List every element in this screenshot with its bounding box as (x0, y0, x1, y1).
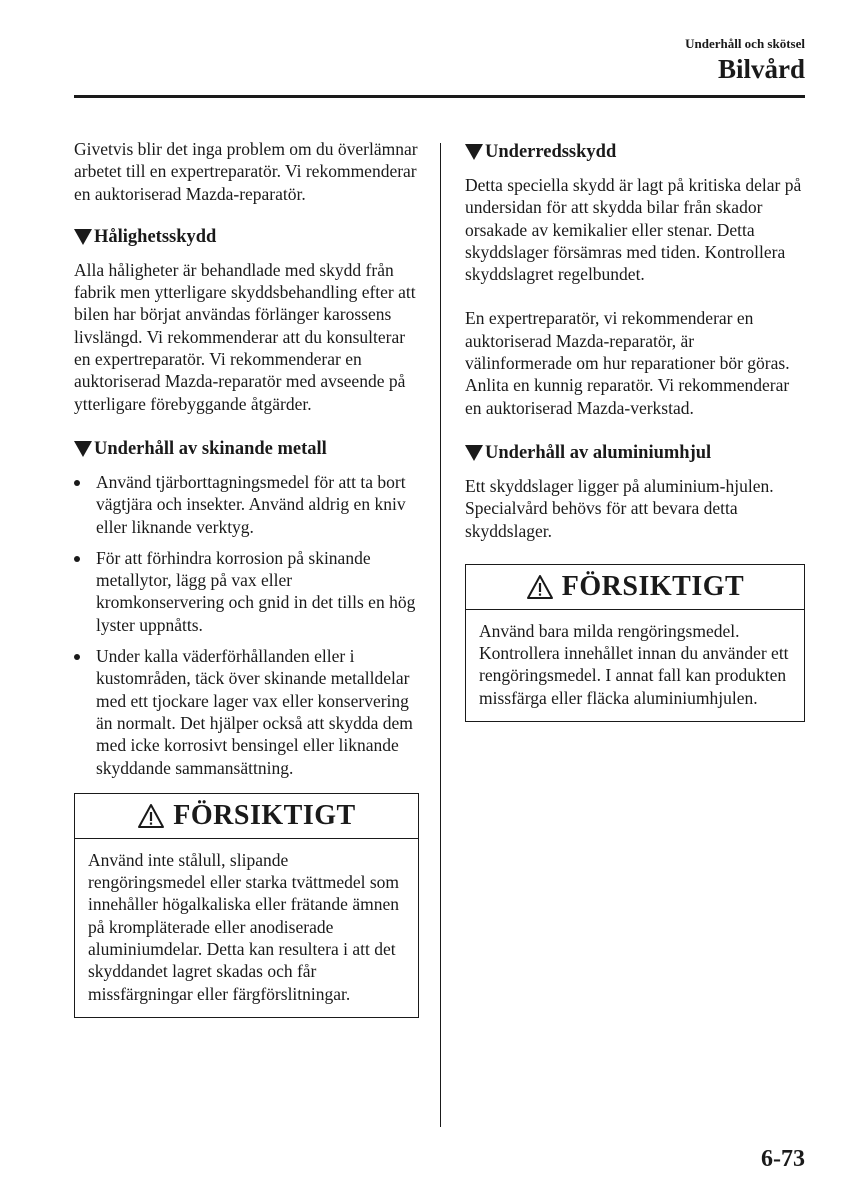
bullet-icon (74, 480, 80, 486)
wheels-heading (465, 441, 805, 465)
down-triangle-icon (465, 144, 483, 160)
list-item (74, 645, 419, 779)
list-item (74, 471, 419, 538)
caution-text: Använd bara milda rengöringsmedel. Kontrollera innehållet innan du använder ett rengöringsmedel. I annat fall kan produkten missfärga eller fläcka aluminiumhjulen. (479, 620, 789, 708)
bullet-icon (74, 654, 80, 660)
cavity-heading-text: Hålighetsskydd (94, 226, 217, 247)
page-number: 6-73 (761, 1146, 805, 1172)
warning-triangle-icon (526, 574, 554, 600)
caution-title: FÖRSIKTIGT (173, 799, 356, 831)
bright-metal-heading (74, 437, 419, 461)
list-item-text: Under kalla väderförhållanden eller i kustområden, täck över skinande metalldelar med ett tjockare lager vax eller konservering än normalt. Det hjälper också att skydda dem med icke korrosivt bensingel eller liknande skyddande sammansättning. (96, 646, 413, 778)
caution-box (465, 564, 805, 722)
warning-triangle-icon (137, 803, 165, 829)
bright-metal-list (74, 471, 419, 779)
caution-box (74, 793, 419, 1018)
caution-title: FÖRSIKTIGT (561, 570, 745, 602)
bright-metal-heading-text: Underhåll av skinande metall (94, 438, 327, 459)
list-item-text: För att förhindra korrosion på skinande metallytor, lägg på vax eller kromkonservering och gnid in det tills en hög lyster uppnåtts. (96, 547, 416, 635)
caution-header (75, 794, 418, 839)
cavity-heading (74, 225, 419, 249)
caution-header (466, 565, 804, 610)
wheels-paragraph: Ett skyddslager ligger på aluminium-hjulen. Specialvård behövs för att bevara detta skyddslager. (465, 475, 774, 541)
list-item-text: Använd tjärborttagningsmedel för att ta bort vägtjära och insekter. Använd aldrig en kniv eller liknande verktyg. (96, 471, 406, 537)
down-triangle-icon (74, 229, 92, 245)
wheels-heading-text: Underhåll av aluminiumhjul (485, 442, 712, 463)
underbody-heading-text: Underredsskydd (485, 142, 617, 162)
underbody-heading (465, 140, 805, 164)
down-triangle-icon (74, 441, 92, 457)
down-triangle-icon (465, 445, 483, 461)
intro-paragraph: Givetvis blir det inga problem om du överlämnar arbetet till en expertreparatör. Vi rekommenderar en auktoriserad Mazda-reparatör. (74, 139, 418, 204)
cavity-paragraph: Alla håligheter är behandlade med skydd från fabrik men ytterligare skyddsbehandling efter att bilen har börjat användas förlänger karossens livslängd. Vi rekommenderar att du konsulterar en expertreparatör. Vi rekommenderar en auktoriserad Mazda-reparatör med avseende på ytterligare förebyggande åtgärder. (74, 259, 416, 414)
section-label: Underhåll och skötsel (685, 36, 805, 51)
header-rule (74, 95, 805, 98)
caution-body (479, 610, 791, 721)
column-divider (440, 143, 441, 1127)
page-title: Bilvård (717, 54, 805, 84)
right-column (465, 138, 805, 722)
caution-body (88, 839, 405, 1017)
caution-text: Använd inte stålull, slipande rengöringsmedel eller starka tvättmedel som innehåller högalkaliska eller frätande ämnen på krompläterade eller anodiserade aluminiumdelar. Detta kan resultera i att det skyddandet lagret skadas och får missfärgningar eller färgförslitningar. (88, 849, 400, 1004)
underbody-paragraph-1: Detta speciella skydd är lagt på kritiska delar på undersidan för att skydda bilar från skador orsakade av kemikalier eller stenar. Detta skyddslager försämras med tiden. Kontrollera skyddslagret regelbundet. (465, 175, 802, 285)
bullet-icon (74, 556, 80, 562)
left-column (74, 138, 419, 1018)
underbody-paragraph-2: En expertreparatör, vi rekommenderar en auktoriserad Mazda-reparatör, är välinformerade om hur reparationer bör göras. Anlita en kunnig reparatör. Vi rekommenderar en auktoriserad Mazda-verkstad. (465, 308, 790, 418)
list-item (74, 547, 419, 636)
